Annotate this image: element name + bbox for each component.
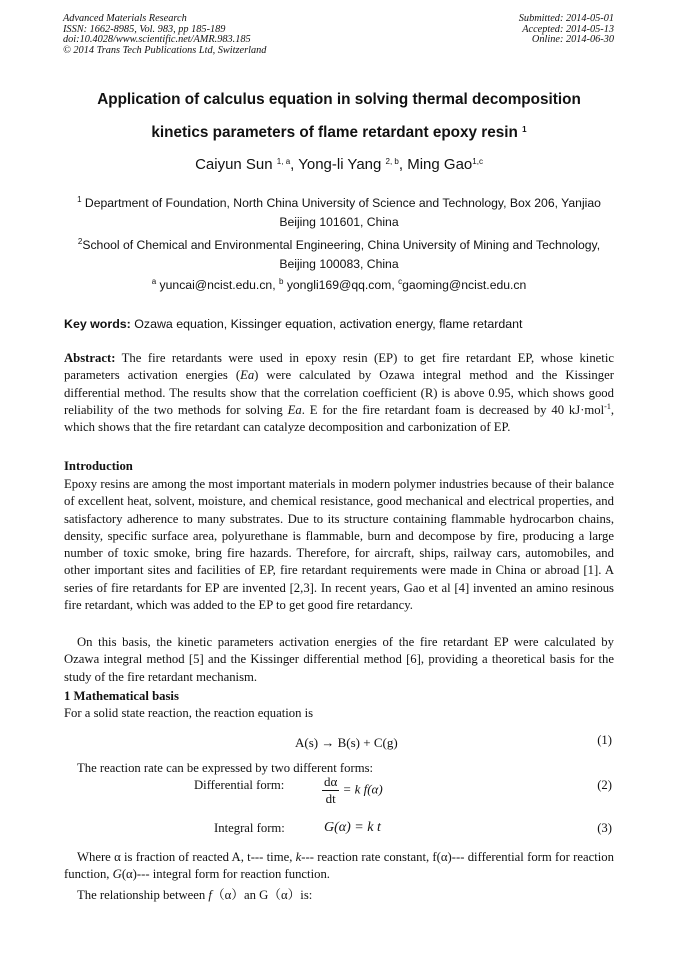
section-1-heading: 1 Mathematical basis	[64, 689, 179, 703]
equation-3-label: Integral form:	[214, 821, 285, 835]
equation-3-number: (3)	[597, 821, 612, 835]
reaction-rate-text: The reaction rate can be expressed by two different forms:	[77, 761, 374, 775]
keywords-label: Key words:	[64, 317, 131, 331]
equation-2: $\frac{d\alpha}{dt}$ = k f(α)	[324, 774, 383, 806]
relationship-text: The relationship between f（α）an G（α）is:	[77, 888, 313, 902]
abstract: Abstract: The fire retardants were used in epoxy resin (EP) to get fire retardant EP, whose kinetic parameters activation energies (Ea) were calculated by Ozawa integral method and the Kissinger differential method. The results show that the correlation coefficient (R) is above 0.95, which shows good reliability of the two methods for solving Ea. E for the fire retardant foam is decreased by 40 kJ·mol$^{-1}$, which shows that the fire retardant can catalyze decomposition and carbonization of EP.	[64, 351, 615, 435]
introduction-paragraph-2: On this basis, the kinetic parameters activation energies of the fire retardant EP were calculated by Ozawa integral method [5] and the Kissinger differential method [6], providing a theoretical basis for the study of the fire retardant mechanism.	[64, 635, 614, 684]
keywords	[64, 317, 523, 331]
title-text: kinetics parameters of flame retardant epoxy resin	[151, 124, 518, 141]
author: Yong-li Yang $^{2, b}$,	[298, 156, 404, 173]
abstract-label: Abstract:	[64, 351, 116, 365]
where-paragraph: Where α is fraction of reacted A, t--- time, k--- reaction rate constant, f(α)--- differential form for reaction function, G(α)--- integral form for reaction function.	[64, 850, 614, 882]
equation-2-number: (2)	[597, 778, 612, 792]
email[interactable]: $^c$gaoming@ncist.edu.cn	[398, 277, 527, 292]
introduction-paragraph-1: Epoxy resins are among the most important materials in modern polymer industries because of their balance of excellent heat, solvent, moisture, and chemical resistance, good mechanical and electrical properties, and satisfactory adherence to many substrates. Due to its structure containing flammable hydrocarbon chains, density, specific surface area, polyurethane is flammable, burn and decompose by fire, producing a large number of toxic smoke, bring fire hazards. Therefore, for aircraft, ships, railway cars, automobiles, and other important sites and facilities of EP, fire retardant requirements were made in China or abroad [1]. A series of fire retardants for EP are invented [2,3]. In recent years, Gao et al [4] invented an amino resinous fire retardant, which was added to the EP to get good fire retardancy.	[64, 477, 614, 613]
email[interactable]: $^a$ yuncai@ncist.edu.cn	[151, 277, 273, 292]
journal-copyright: © 2014 Trans Tech Publications Ltd, Switzerland	[63, 44, 267, 56]
online-date: Online: 2014-06-30	[531, 34, 614, 46]
keywords-text: Ozawa equation, Kissinger equation, activation energy, flame retardant	[134, 317, 523, 331]
affiliation-2: $^2$School of Chemical and Environmental Engineering, China University of Mining and Technology, Beijing 100083, China	[77, 237, 601, 271]
accepted-date: Accepted: 2014-05-13	[522, 23, 614, 35]
journal-doi[interactable]: doi:10.4028/www.scientific.net/AMR.983.185	[63, 34, 251, 46]
dates-header	[519, 14, 614, 46]
affiliation-1: $^1$ Department of Foundation, North China University of Science and Technology, Box 206, Yanjiao Beijing 101601, China	[77, 195, 601, 229]
journal-header	[63, 14, 266, 56]
author-list	[40, 156, 638, 173]
introduction-heading: Introduction	[64, 459, 133, 473]
paper-title-line-2	[40, 124, 638, 142]
equation-1-number: (1)	[597, 733, 612, 747]
equation-2-label: Differential form:	[194, 778, 285, 792]
equation-1: A(s) → B(s) + C(g)	[295, 735, 398, 750]
journal-name: Advanced Materials Research	[63, 13, 187, 24]
paper-title-line-1: Application of calculus equation in solving thermal decomposition	[97, 91, 581, 108]
email[interactable]: $^b$ yongli169@qq.com	[278, 277, 392, 292]
author: Ming Gao$^{1,c}$	[407, 156, 483, 173]
journal-issn: ISSN: 1662-8985, Vol. 983, pp 185-189	[63, 23, 226, 35]
title-footnote-mark: 1	[522, 125, 527, 134]
email-list: $^a$ yuncai@ncist.edu.cn, $^b$ yongli169@qq.com, $^c$gaoming@ncist.edu.cn	[151, 277, 527, 292]
equation-3: G(α) = k t	[324, 820, 381, 835]
author: Caiyun Sun $^{1, a}$,	[195, 156, 295, 173]
submitted-date: Submitted: 2014-05-01	[518, 13, 614, 24]
derivative-fraction: $\frac{d\alpha}{dt}$	[324, 774, 338, 806]
section-1-intro: For a solid state reaction, the reaction equation is	[64, 706, 314, 720]
